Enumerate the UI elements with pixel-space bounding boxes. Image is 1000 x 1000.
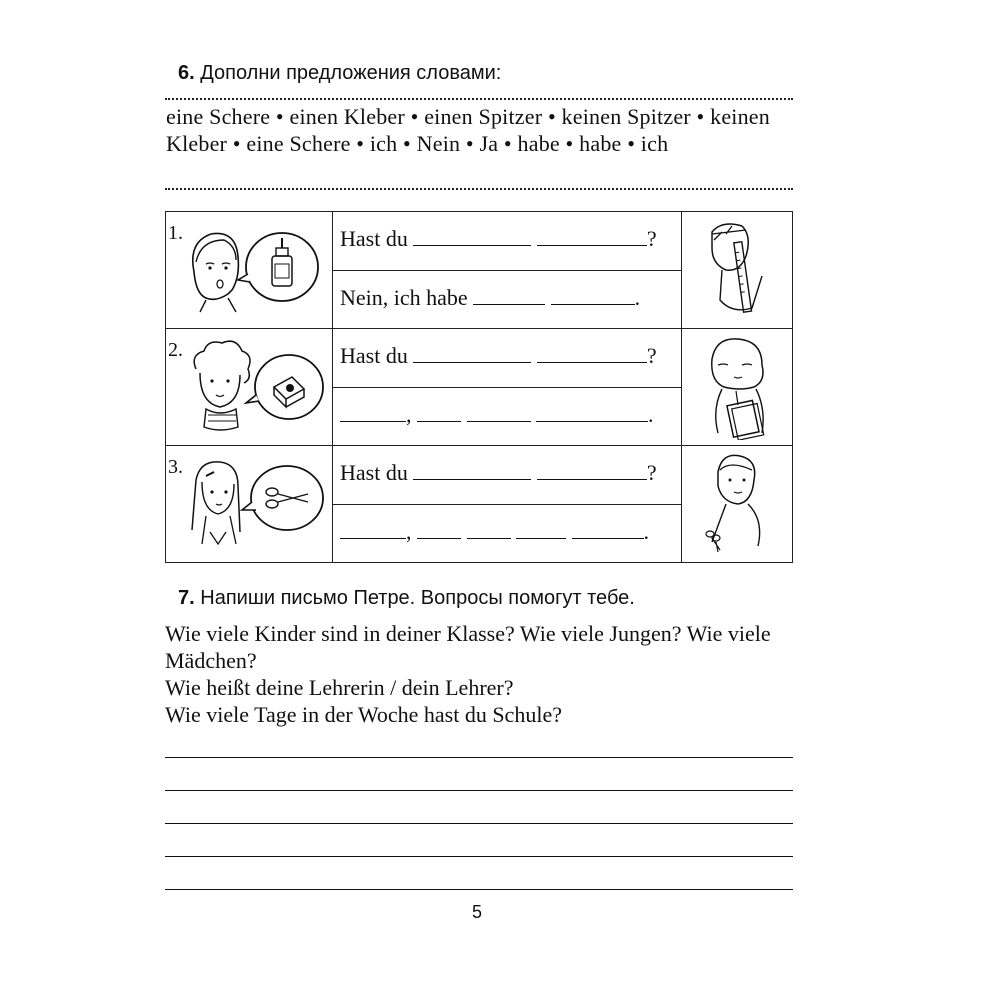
- scissors-icon: [266, 488, 308, 508]
- row-1-answer-prefix: Nein, ich habe: [340, 284, 468, 310]
- period: .: [634, 284, 641, 310]
- row-2-question-cell: [333, 329, 682, 388]
- row-3-number: 3.: [168, 456, 183, 478]
- row-3-blank-1[interactable]: [413, 461, 531, 480]
- question-mark: ?: [646, 460, 657, 485]
- word-bank: eine Schere • einen Kleber • einen Spitzer • keinen Spitzer • keinen Kleber • eine Schere • ich • Nein • Ja • habe • habe • ich: [166, 104, 770, 156]
- row-2-blank-5[interactable]: [467, 403, 531, 422]
- row-1-blank-1[interactable]: [413, 227, 531, 246]
- row-2-blank-6[interactable]: [536, 403, 648, 422]
- letter-questions: [165, 620, 805, 728]
- row-2-number: 2.: [168, 339, 183, 361]
- row-1-blank-4[interactable]: [551, 286, 635, 305]
- boy-with-scissors-icon: [682, 446, 792, 557]
- row-3-blank-6[interactable]: [516, 520, 566, 539]
- row-2-question: Hast du: [340, 343, 408, 368]
- writing-line-1[interactable]: [165, 757, 793, 758]
- row-1-question-cell: [333, 212, 682, 271]
- task-7-number: 7.: [178, 587, 195, 609]
- row-1-answer-cell: [333, 270, 682, 329]
- row-3-question-cell: [333, 446, 682, 505]
- girl-with-books-icon: [682, 329, 792, 440]
- row-3-answer-cell: [333, 504, 682, 563]
- page-number: 5: [472, 902, 483, 922]
- task-7-title: Напиши письмо Петре. Вопросы помогут тебе.: [200, 587, 635, 609]
- pencil-sharpener-icon: [274, 377, 304, 407]
- letter-question: Wie viele Tage in der Woche hast du Schule?: [165, 702, 562, 727]
- row-3-question: Hast du: [340, 460, 408, 485]
- letter-question: Wie heißt deine Lehrerin / dein Lehrer?: [165, 675, 514, 700]
- row-1-illustration: [166, 212, 333, 329]
- comma: ,: [406, 401, 412, 427]
- row-3-blank-2[interactable]: [537, 461, 647, 480]
- row-2-blank-2[interactable]: [537, 344, 647, 363]
- row-1-blank-3[interactable]: [473, 286, 545, 305]
- question-mark: ?: [646, 343, 657, 368]
- question-mark: ?: [646, 226, 657, 251]
- girl-with-scissors-bubble-icon: [166, 446, 332, 557]
- row-1-blank-2[interactable]: [537, 227, 647, 246]
- row-2-blank-1[interactable]: [413, 344, 531, 363]
- task-6-number: 6.: [178, 62, 195, 84]
- row-1-number: 1.: [168, 222, 183, 244]
- row-3-blank-4[interactable]: [417, 520, 461, 539]
- row-3-blank-7[interactable]: [572, 520, 644, 539]
- row-3-blank-3[interactable]: [340, 520, 406, 539]
- girl-with-bubble-icon: [166, 212, 332, 323]
- row-2-girl-illustration: [682, 329, 793, 446]
- row-3-blank-5[interactable]: [467, 520, 511, 539]
- row-3-boy-illustration: [682, 446, 793, 563]
- dotted-divider-top: [165, 98, 793, 100]
- task-6-title: Дополни предложения словами:: [200, 62, 502, 84]
- row-2-blank-4[interactable]: [417, 403, 461, 422]
- letter-question: Wie viele Kinder sind in deiner Klasse? Wie viele Jungen? Wie viele Mädchen?: [165, 621, 771, 673]
- boy-with-ruler-icon: [682, 212, 792, 323]
- period: .: [643, 518, 649, 544]
- glue-bottle-icon: [272, 238, 292, 286]
- row-3-illustration: [166, 446, 333, 563]
- row-1-boy-illustration: [682, 212, 793, 329]
- boy-with-bubble-icon: [166, 329, 332, 440]
- task-7-heading: [178, 587, 635, 610]
- writing-line-3[interactable]: [165, 823, 793, 824]
- writing-line-4[interactable]: [165, 856, 793, 857]
- writing-line-2[interactable]: [165, 790, 793, 791]
- row-1-question: Hast du: [340, 226, 408, 251]
- row-2-answer-cell: [333, 387, 682, 446]
- dotted-divider-bottom: [165, 188, 793, 190]
- task-6-heading: [178, 62, 501, 85]
- writing-line-5[interactable]: [165, 889, 793, 890]
- period: .: [648, 401, 654, 427]
- exercise-table: [165, 211, 793, 563]
- row-2-illustration: [166, 329, 333, 446]
- comma: ,: [406, 518, 412, 544]
- row-2-blank-3[interactable]: [340, 403, 406, 422]
